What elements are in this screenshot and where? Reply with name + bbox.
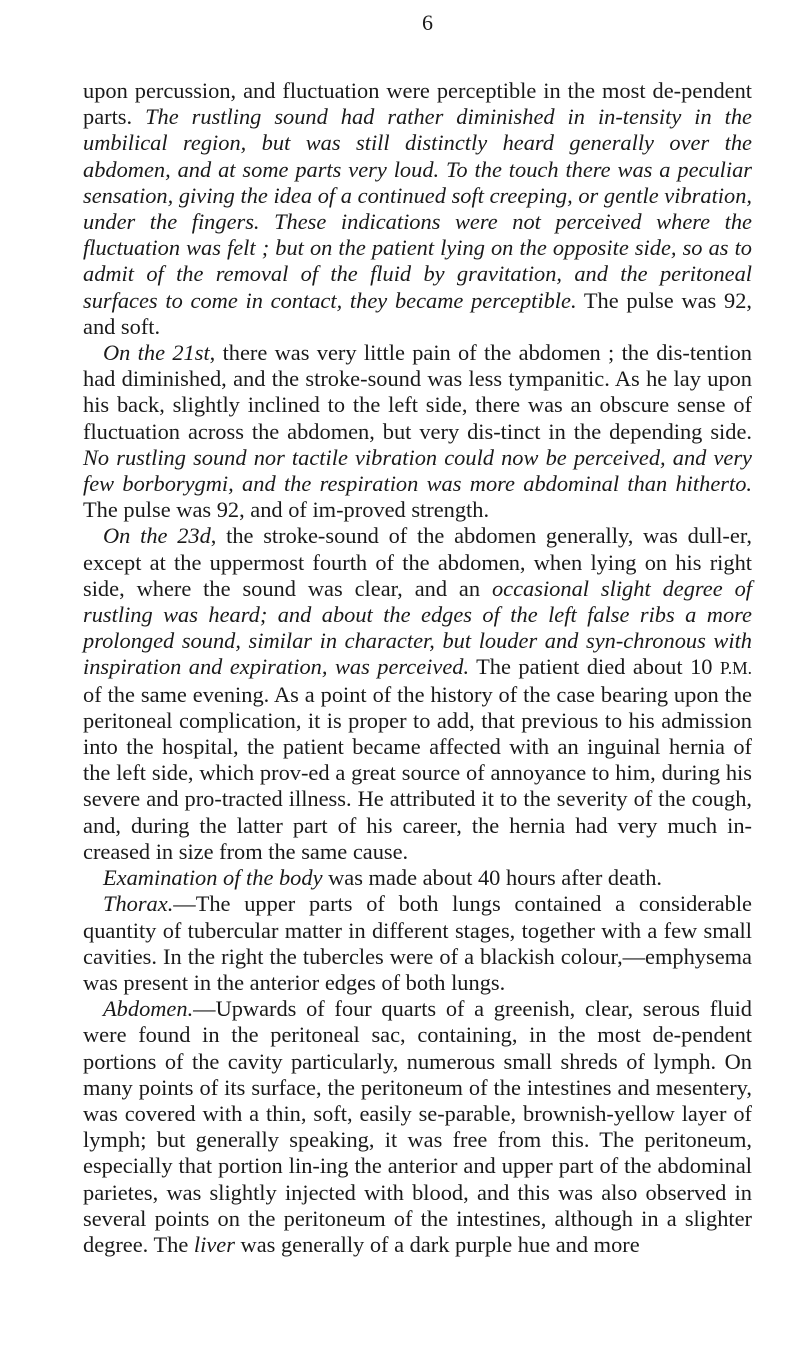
paragraph: upon percussion, and fluctuation were perceptible in the most de-pendent parts. The rustling sound had rather diminished in in-tensity in the umbilical region, but was still distinctly heard generally over the abdomen, and at some parts very loud. To the touch there was a peculiar sensation, giving the idea of a continued soft creeping, or gentle vibration, under the fingers. These indications were not perceived where the fluctuation was felt ; but on the patient lying on the opposite side, so as to admit of the removal of the fluid by gravitation, and the peritoneal surfaces to come in contact, they became perceptible. The pulse was 92, and soft. [83,78,752,339]
page-number: 6 [422,10,433,35]
paragraph: On the 21st, there was very little pain of the abdomen ; the dis-tention had diminished, and the stroke-sound was less tympanitic. As he lay upon his back, slightly inclined to the left side, there was an obscure sense of fluctuation across the abdomen, but very dis-tinct in the depending side. No rustling sound nor tactile vibration could now be perceived, and very few borborygmi, and the respiration was more abdominal than hitherto. The pulse was 92, and of im-proved strength. [83,340,753,523]
section-thorax: Thorax.—The upper parts of both lungs contained a considerable quantity of tubercular matter in different stages, together with a few small cavities. In the right the tubercles were of a blackish colour,—emphysema was present in the anterior edges of both lungs. [83,891,752,995]
body-text [83,78,752,1258]
section-abdomen: Abdomen.—Upwards of four quarts of a greenish, clear, serous fluid were found in the peritoneal sac, containing, in the most de-pendent portions of the cavity particularly, numerous small shreds of lymph. On many points of its surface, the peritoneum of the intestines and mesentery, was covered with a thin, soft, easily se-parable, brownish-yellow layer of lymph; but generally speaking, it was free from this. The peritoneum, especially that portion lin-ing the anterior and upper part of the abdominal parietes, was slightly injected with blood, and this was also observed in several points on the peritoneum of the intestines, although in a slighter degree. The liver was generally of a dark purple hue and more [83,996,752,1257]
paragraph: Examination of the body was made about 40 hours after death. [103,865,662,891]
paragraph: On the 23d, the stroke-sound of the abdomen generally, was dull-er, except at the uppermost fourth of the abdomen, when lying on his right side, where the sound was clear, and an occasional slight degree of rustling was heard; and about the edges of the left false ribs a more prolonged sound, similar in character, but louder and syn-chronous with inspiration and expiration, was perceived. The patient died about 10 P.M. of the same evening. As a point of the history of the case bearing upon the peritoneal complication, it is proper to add, that previous to his admission into the hospital, the patient became affected with an inguinal hernia of the left side, which prov-ed a great source of annoyance to him, during his severe and pro-tracted illness. He attributed it to the severity of the cough, and, during the latter part of his career, the hernia had very much in-creased in size from the same cause. [83,523,752,864]
